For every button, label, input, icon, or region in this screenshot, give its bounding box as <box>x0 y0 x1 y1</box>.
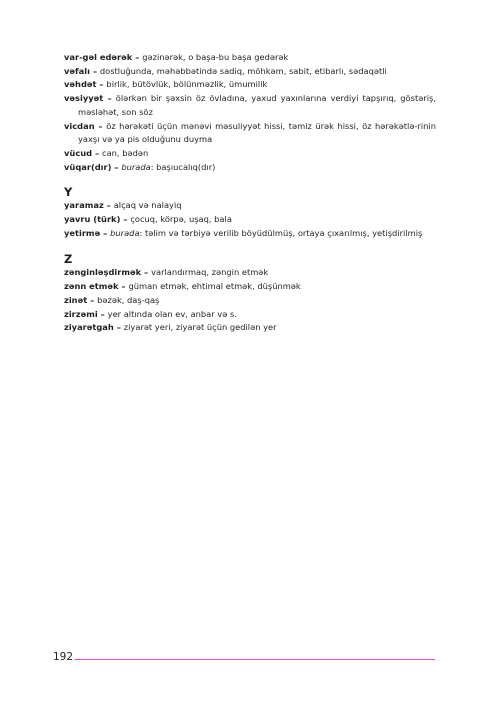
entry-term: zinət <box>64 294 88 305</box>
entry-term: var-gəl edərək <box>64 52 133 62</box>
glossary-entry: yaramaz – alçaq və nalayiq <box>64 200 182 211</box>
entry-term: vicdan <box>64 120 95 131</box>
entry-note: burada <box>121 161 151 172</box>
page-footer <box>53 650 435 664</box>
entry-definition: yer altında olan ev, anbar və s. <box>107 308 237 319</box>
entry-term: ziyarətgah <box>64 322 114 333</box>
glossary-entry: vicdan – öz hərəkəti üçün mənəvi məsuliyyət hissi, təmiz ürək hissi, öz hərəkətlə-rinin yaxşı və ya pis olduğunu duyma <box>64 120 436 145</box>
entry-definition: can, bədən <box>102 147 149 158</box>
entry-term: zənn etmək <box>64 281 119 292</box>
entry-term: zirzəmi <box>64 308 98 319</box>
footer-rule <box>75 659 435 660</box>
entry-definition: dostluğunda, məhəbbətində sadiq, möhkəm, sabit, etibarlı, sədaqətli <box>99 65 387 76</box>
section-letter-heading: Z <box>64 252 73 267</box>
entry-term: yetirmə <box>64 227 101 238</box>
entry-definition: öz hərəkəti üçün mənəvi məsuliyyət hissi, təmiz ürək hissi, öz hərəkətlə-rinin yaxşı və ya pis olduğunu duyma <box>78 120 436 145</box>
entry-definition: ölərkən bir şəxsin öz övladına, yaxud yaxınlarına verdiyi tapşırıq, göstəriş, məsləhət, son söz <box>78 93 436 117</box>
entry-definition: bəzək, daş-qaş <box>97 294 160 305</box>
glossary-entry: vücud – can, bədən <box>64 147 149 158</box>
entry-term: vəfalı <box>64 65 90 76</box>
glossary-content <box>64 51 436 335</box>
entry-definition: varlandırmaq, zəngin etmək <box>151 267 269 278</box>
entry-definition: güman etmək, ehtimal etmək, düşünmək <box>128 281 301 292</box>
entry-definition: ziyarət yeri, ziyarət üçün gedilən yer <box>123 322 277 333</box>
glossary-entry: ziyarətgah – ziyarət yeri, ziyarət üçün gedilən yer <box>64 322 277 333</box>
glossary-entry: zənginləşdirmək – varlandırmaq, zəngin etmək <box>64 267 269 278</box>
glossary-section-v <box>64 51 436 174</box>
glossary-entry: yavru (türk) – çocuq, körpə, uşaq, bala <box>64 214 232 225</box>
glossary-section-z <box>64 252 436 335</box>
glossary-entry: zənn etmək – güman etmək, ehtimal etmək, düşünmək <box>64 281 301 292</box>
section-letter-heading: Y <box>64 185 73 200</box>
glossary-entry: zinət – bəzək, daş-qaş <box>64 294 160 305</box>
entry-term: vəhdət <box>64 79 97 90</box>
entry-term: vücud <box>64 147 93 158</box>
entry-definition: çocuq, körpə, uşaq, bala <box>130 214 232 225</box>
glossary-entry: vəfalı – dostluğunda, məhəbbətində sadiq, möhkəm, sabit, etibarlı, sədaqətli <box>64 65 387 76</box>
entry-term: yavru (türk) <box>64 214 121 225</box>
glossary-section-y <box>64 185 436 240</box>
entry-definition: birlik, bütövlük, bölünməzlik, ümumilik <box>106 79 268 90</box>
entry-definition: : təlim və tərbiyə verilib böyüdülmüş, ortaya çıxarılmış, yetişdirilmiş <box>139 227 423 238</box>
glossary-entry: yetirmə – burada: təlim və tərbiyə verilib böyüdülmüş, ortaya çıxarılmış, yetişdirilmiş <box>64 227 423 238</box>
glossary-entry: var-gəl edərək – gəzinərək, o başa-bu başa gedərək <box>64 52 289 62</box>
entry-term: vəsiyyət <box>64 93 104 104</box>
glossary-entry: vəsiyyət – ölərkən bir şəxsin öz övladına, yaxud yaxınlarına verdiyi tapşırıq, göstəriş, məsləhət, son söz <box>64 93 436 117</box>
entry-term: zənginləşdirmək <box>64 267 142 278</box>
glossary-entry: vüqar(dır) – burada: başıucalıq(dır) <box>64 161 216 172</box>
entry-definition: alçaq və nalayiq <box>113 200 182 211</box>
entry-term: vüqar(dır) <box>64 161 112 172</box>
entry-term: yaramaz <box>64 200 104 211</box>
entry-note: burada <box>110 227 140 238</box>
glossary-entry: vəhdət – birlik, bütövlük, bölünməzlik, ümumilik <box>64 79 268 90</box>
entry-definition: : başıucalıq(dır) <box>150 161 216 172</box>
glossary-entry: zirzəmi – yer altında olan ev, anbar və s. <box>64 308 237 319</box>
page-number: 192 <box>53 651 74 663</box>
entry-definition: gəzinərək, o başa-bu başa gedərək <box>142 52 289 62</box>
